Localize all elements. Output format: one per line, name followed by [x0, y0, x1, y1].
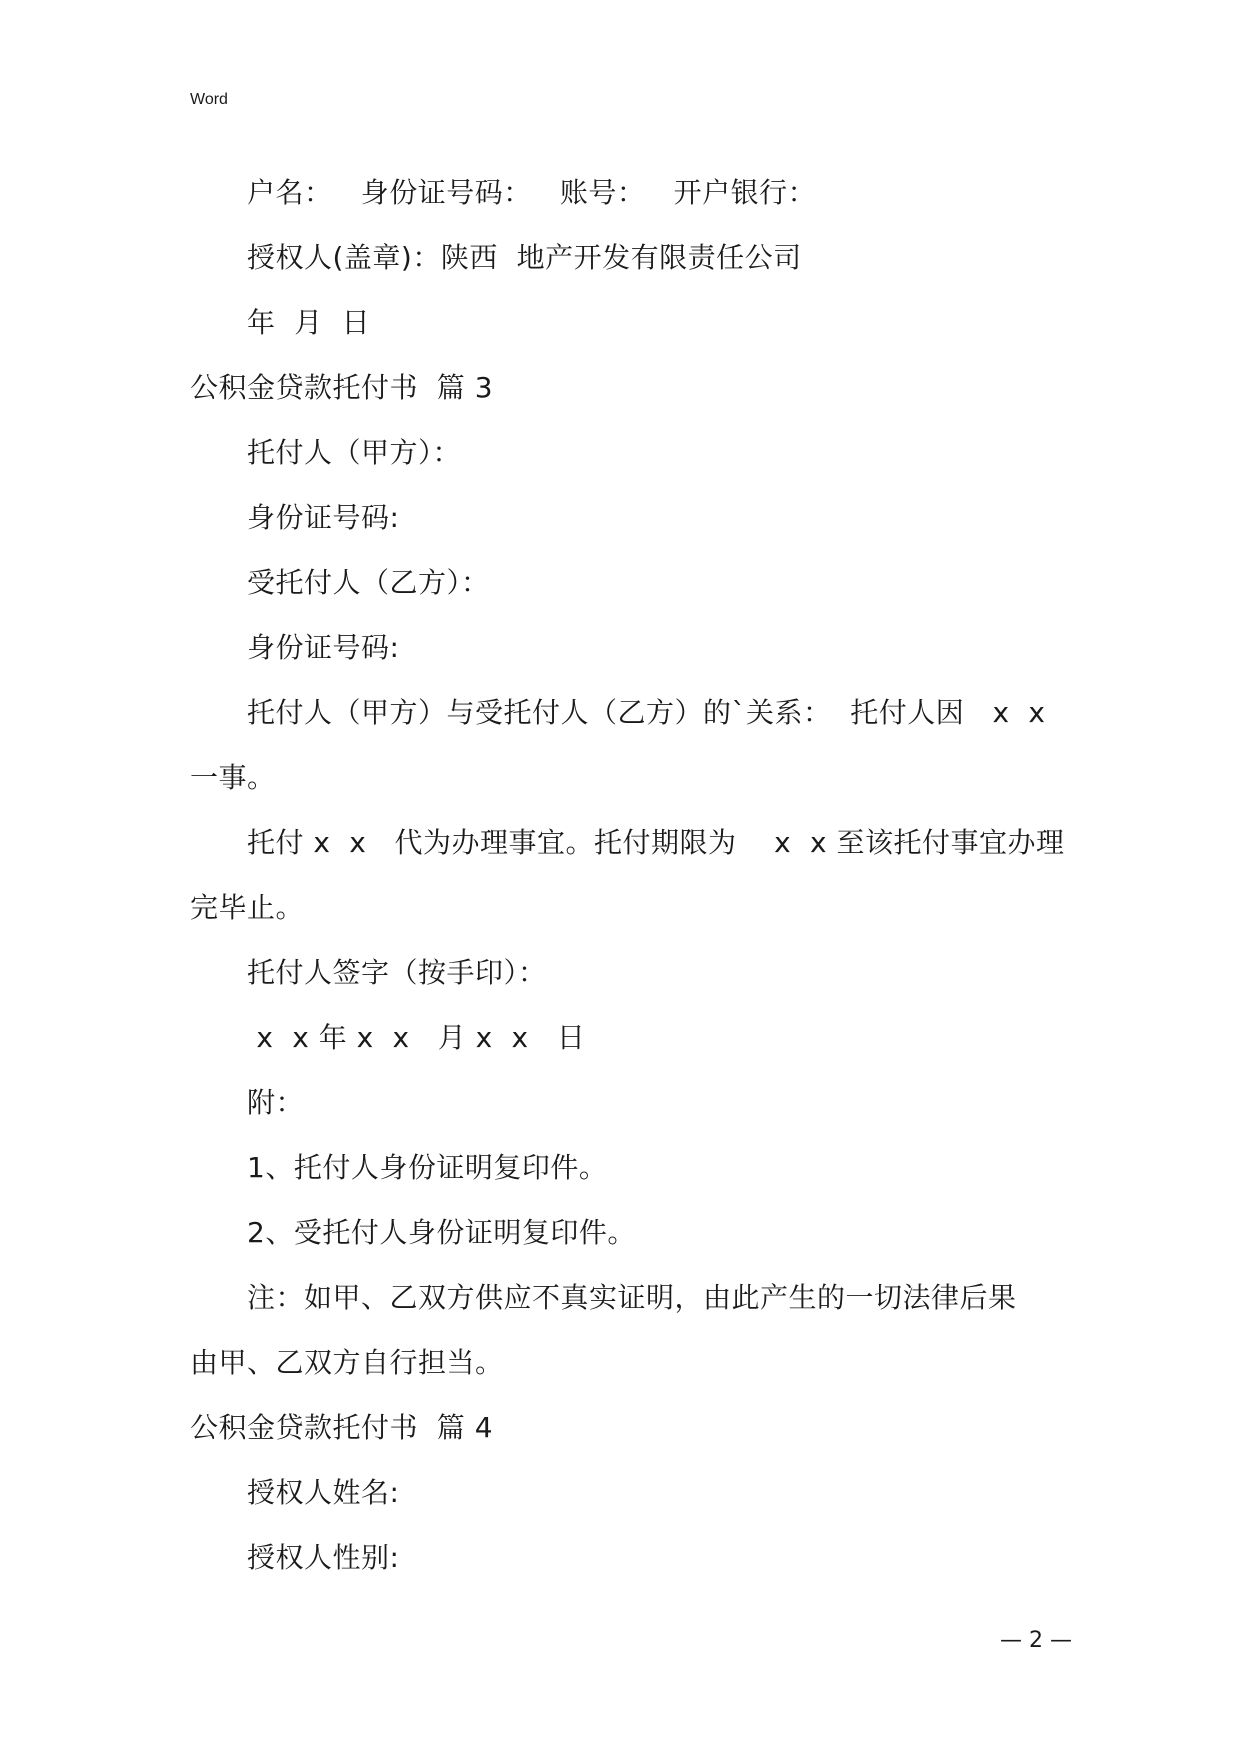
doc-line: 1、托付人身份证明复印件。: [247, 1151, 608, 1184]
header-label: Word: [190, 91, 228, 108]
doc-line: 受托付人（乙方）：: [247, 566, 490, 599]
doc-line: 注：如甲、乙双方供应不真实证明，由此产生的一切法律后果: [247, 1281, 1017, 1314]
doc-line-continuation: 完毕止。: [190, 891, 305, 924]
section-heading: 公积金贷款托付书 篇 4: [190, 1411, 494, 1444]
doc-line: x x 年 x x 月 x x 日: [247, 1021, 586, 1054]
doc-line: 托付 x x 代为办理事宜。托付期限为 x x 至该托付事宜办理: [247, 826, 1065, 859]
doc-line-continuation: 一事。: [190, 761, 276, 794]
doc-line: 托付人（甲方）：: [247, 436, 462, 469]
section-heading: 公积金贷款托付书 篇 3: [190, 371, 494, 404]
doc-line: 托付人（甲方）与受托付人（乙方）的`关系： 托付人因 x x: [247, 696, 1046, 729]
doc-line: 授权人姓名:: [247, 1476, 400, 1509]
doc-line: 身份证号码:: [247, 631, 400, 664]
doc-line: 2、受托付人身份证明复印件。: [247, 1216, 636, 1249]
doc-line: 身份证号码:: [247, 501, 400, 534]
doc-line: 授权人(盖章)：陕西 地产开发有限责任公司: [247, 241, 802, 274]
page-number: — 2 —: [1000, 1628, 1072, 1653]
doc-line: 年 月 日: [247, 306, 371, 339]
doc-line: 托付人签字（按手印）：: [247, 956, 547, 989]
doc-line-continuation: 由甲、乙双方自行担当。: [190, 1346, 504, 1379]
doc-line: 附：: [247, 1086, 305, 1119]
document-body: [190, 160, 1065, 1590]
doc-line: 户名： 身份证号码： 账号： 开户银行：: [247, 176, 817, 209]
doc-line: 授权人性别:: [247, 1541, 400, 1574]
